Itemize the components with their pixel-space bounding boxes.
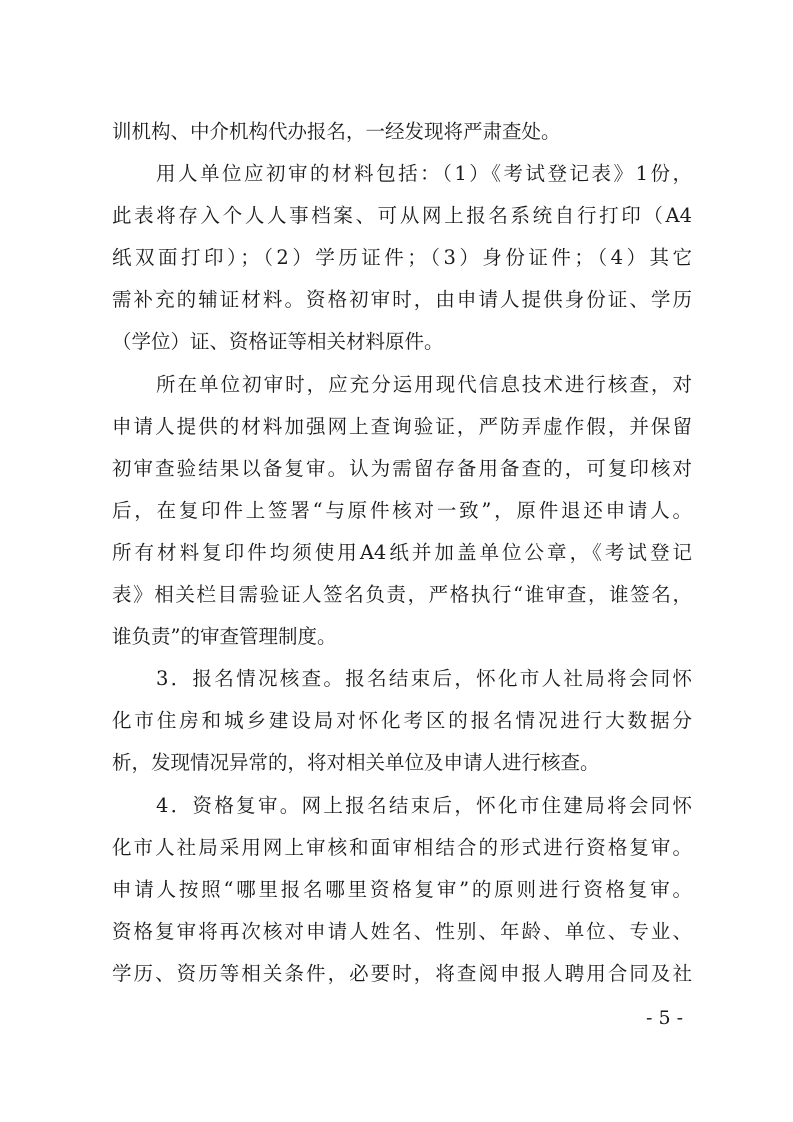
text-line: 后，在复印件上签署“与原件核对一致”，原件退还申请人。 [112, 498, 692, 522]
text-line: 训机构、中介机构代办报名，一经发现将严肃查处。 [112, 120, 561, 143]
text-line: （学位）证、资格证等相关材料原件。 [112, 330, 444, 354]
body-text [112, 111, 692, 995]
text-line: 所有材料复印件均须使用A4纸并加盖单位公章，《考试登记 [112, 540, 692, 564]
text-line: 4．资格复审。网上报名结束后，怀化市住建局将会同怀 [156, 793, 692, 817]
text-line: 化市住房和城乡建设局对怀化考区的报名情况进行大数据分 [112, 709, 692, 733]
text-line: 初审查验结果以备复审。认为需留存备用备查的，可复印核对 [112, 456, 692, 480]
text-line: 申请人按照“哪里报名哪里资格复审”的原则进行资格复审。 [112, 877, 692, 901]
text-line: 申请人提供的材料加强网上查询验证，严防弄虚作假，并保留 [112, 414, 692, 438]
text-line: 需补充的辅证材料。资格初审时，由申请人提供身份证、学历 [112, 288, 692, 312]
text-line: 此表将存入个人人事档案、可从网上报名系统自行打印（A4 [112, 204, 692, 228]
text-line: 用人单位应初审的材料包括：（1）《考试登记表》1份， [156, 162, 692, 186]
page-number: - 5 - [645, 1007, 683, 1029]
text-line: 学历、资历等相关条件，必要时，将查阅申报人聘用合同及社 [112, 961, 692, 985]
text-line: 资格复审将再次核对申请人姓名、性别、年龄、单位、专业、 [112, 919, 692, 943]
text-line: 化市人社局采用网上审核和面审相结合的形式进行资格复审。 [112, 835, 692, 859]
text-line: 纸双面打印）；（2）学历证件；（3）身份证件；（4）其它 [112, 246, 692, 270]
text-line: 谁负责”的审查管理制度。 [112, 625, 337, 649]
text-line: 3．报名情况核查。报名结束后，怀化市人社局将会同怀 [156, 667, 692, 691]
text-line: 所在单位初审时，应充分运用现代信息技术进行核查，对 [156, 372, 692, 396]
text-line: 析，发现情况异常的，将对相关单位及申请人进行核查。 [112, 751, 600, 775]
text-line: 表》相关栏目需验证人签名负责，严格执行“谁审查，谁签名， [112, 583, 692, 607]
